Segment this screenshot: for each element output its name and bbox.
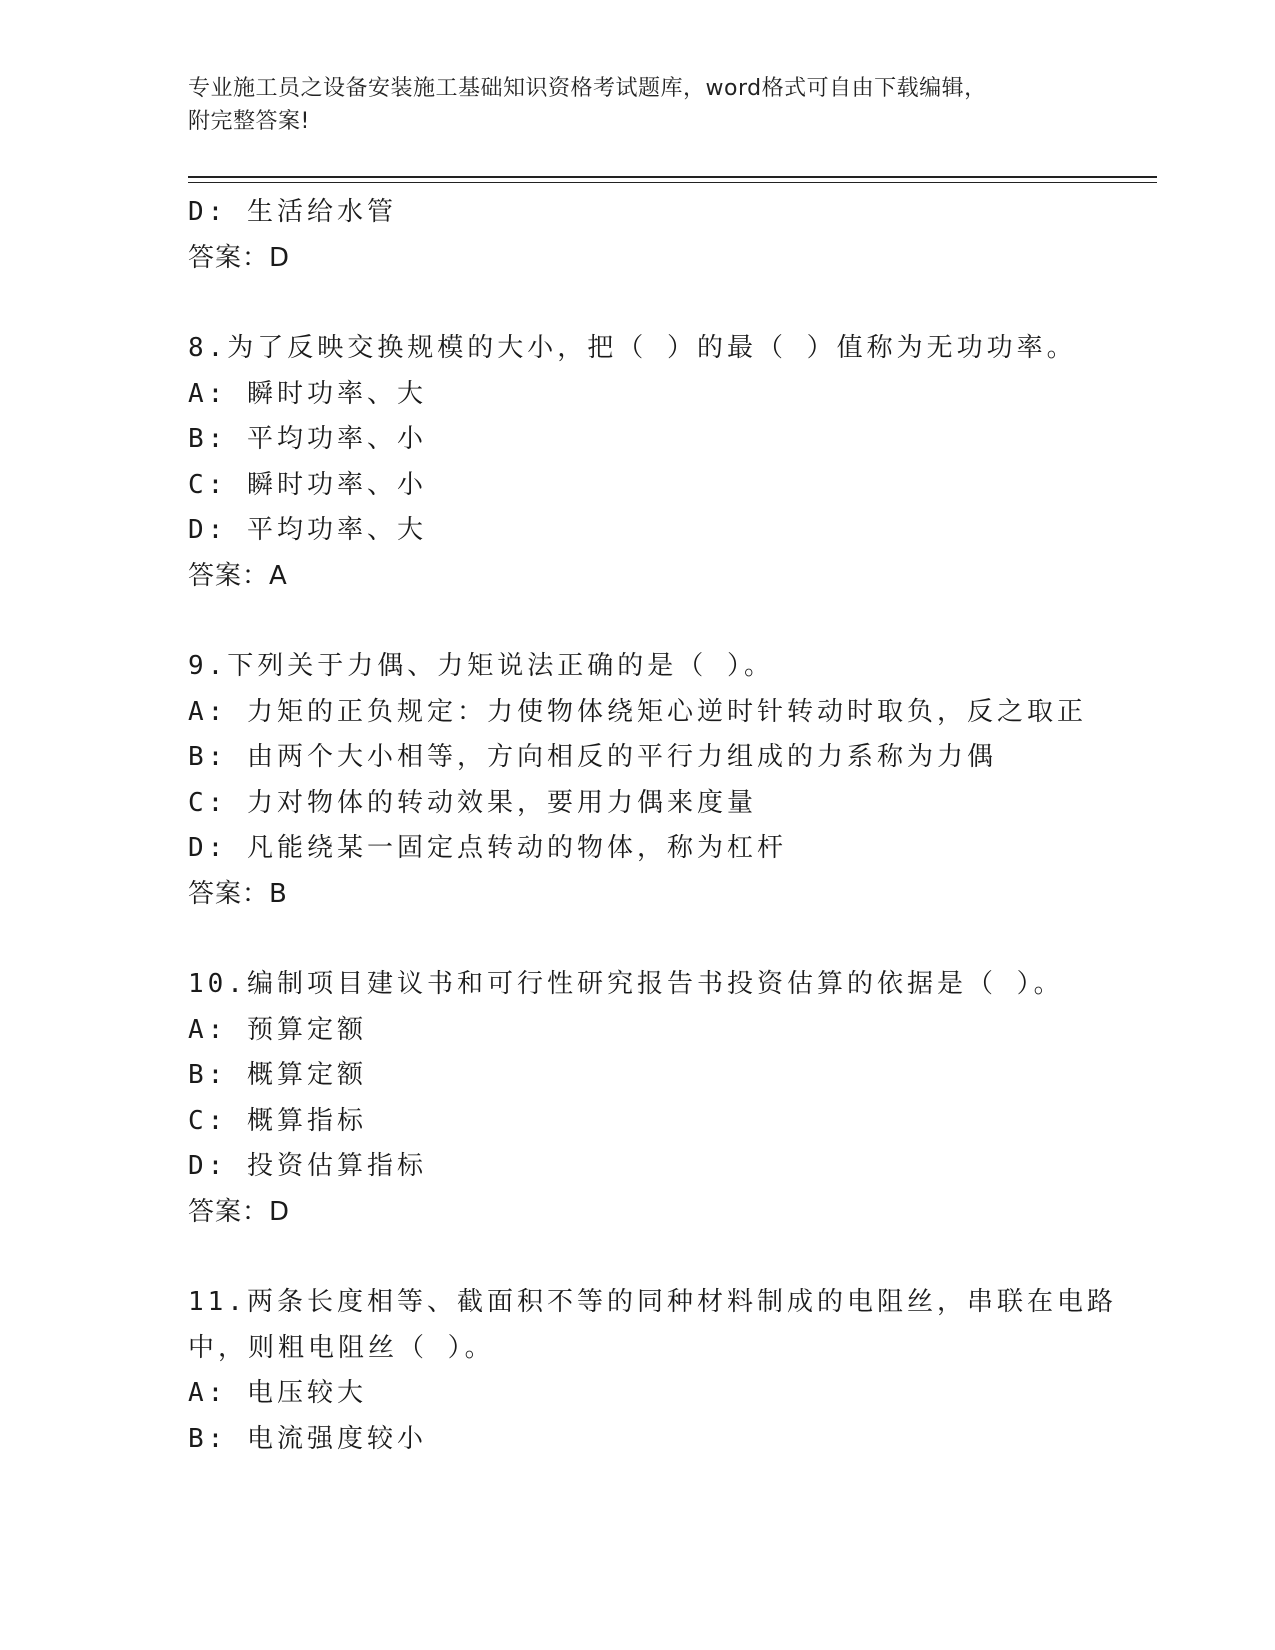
- previous-question-tail: [188, 190, 1088, 281]
- option-b: B: 平均功率、小: [188, 424, 427, 454]
- option-d: D: 投资估算指标: [188, 1151, 427, 1181]
- question-stem: 9.下列关于力偶、力矩说法正确的是（ ）。: [188, 651, 774, 681]
- option-c: C: 力对物体的转动效果，要用力偶来度量: [188, 787, 757, 818]
- question-stem-line-1: 11.两条长度相等、截面积不等的同种材料制成的电阻丝，串联在电路: [188, 1287, 1117, 1317]
- question-list: [188, 190, 1117, 1462]
- question-stem: 8.为了反映交换规模的大小，把（ ）的最（ ）值称为无功功率。: [188, 333, 1077, 363]
- option-a: A: 电压较大: [188, 1378, 367, 1408]
- option-a: A: 力矩的正负规定：力使物体绕矩心逆时针转动时取负，反之取正: [188, 696, 1087, 727]
- header-divider-thin: [188, 182, 1157, 183]
- answer-line: 答案：A: [188, 560, 288, 591]
- option-d: D: 凡能绕某一固定点转动的物体，称为杠杆: [188, 833, 787, 863]
- option-d: D: 平均功率、大: [188, 515, 427, 545]
- option-c: C: 瞬时功率、小: [188, 469, 427, 500]
- option-b: B: 由两个大小相等，方向相反的平行力组成的力系称为力偶: [188, 742, 997, 772]
- question-stem-line-2: 中，则粗电阻丝（ ）。: [188, 1332, 495, 1363]
- option-b: B: 电流强度较小: [188, 1423, 427, 1454]
- question-stem: 10.编制项目建议书和可行性研究报告书投资估算的依据是（ ）。: [188, 969, 1064, 999]
- option-a: A: 瞬时功率、大: [188, 378, 427, 409]
- question-10: [188, 962, 1088, 1235]
- answer-line: 答案：D: [188, 242, 291, 273]
- answer-line: 答案：B: [188, 878, 288, 909]
- header-line-2: 附完整答案!: [188, 109, 310, 134]
- question-8: [188, 326, 1088, 599]
- question-9: [188, 644, 1088, 917]
- header-divider-thick: [188, 176, 1157, 178]
- document-header: [188, 72, 1088, 138]
- question-11: [188, 1280, 1117, 1462]
- answer-line: 答案：D: [188, 1196, 291, 1227]
- option-c: C: 概算指标: [188, 1105, 367, 1136]
- option-b: B: 概算定额: [188, 1060, 367, 1090]
- option-d: D: 生活给水管: [188, 197, 397, 227]
- header-line-1: 专业施工员之设备安装施工基础知识资格考试题库，word格式可自由下载编辑，: [188, 76, 987, 101]
- option-a: A: 预算定额: [188, 1014, 367, 1045]
